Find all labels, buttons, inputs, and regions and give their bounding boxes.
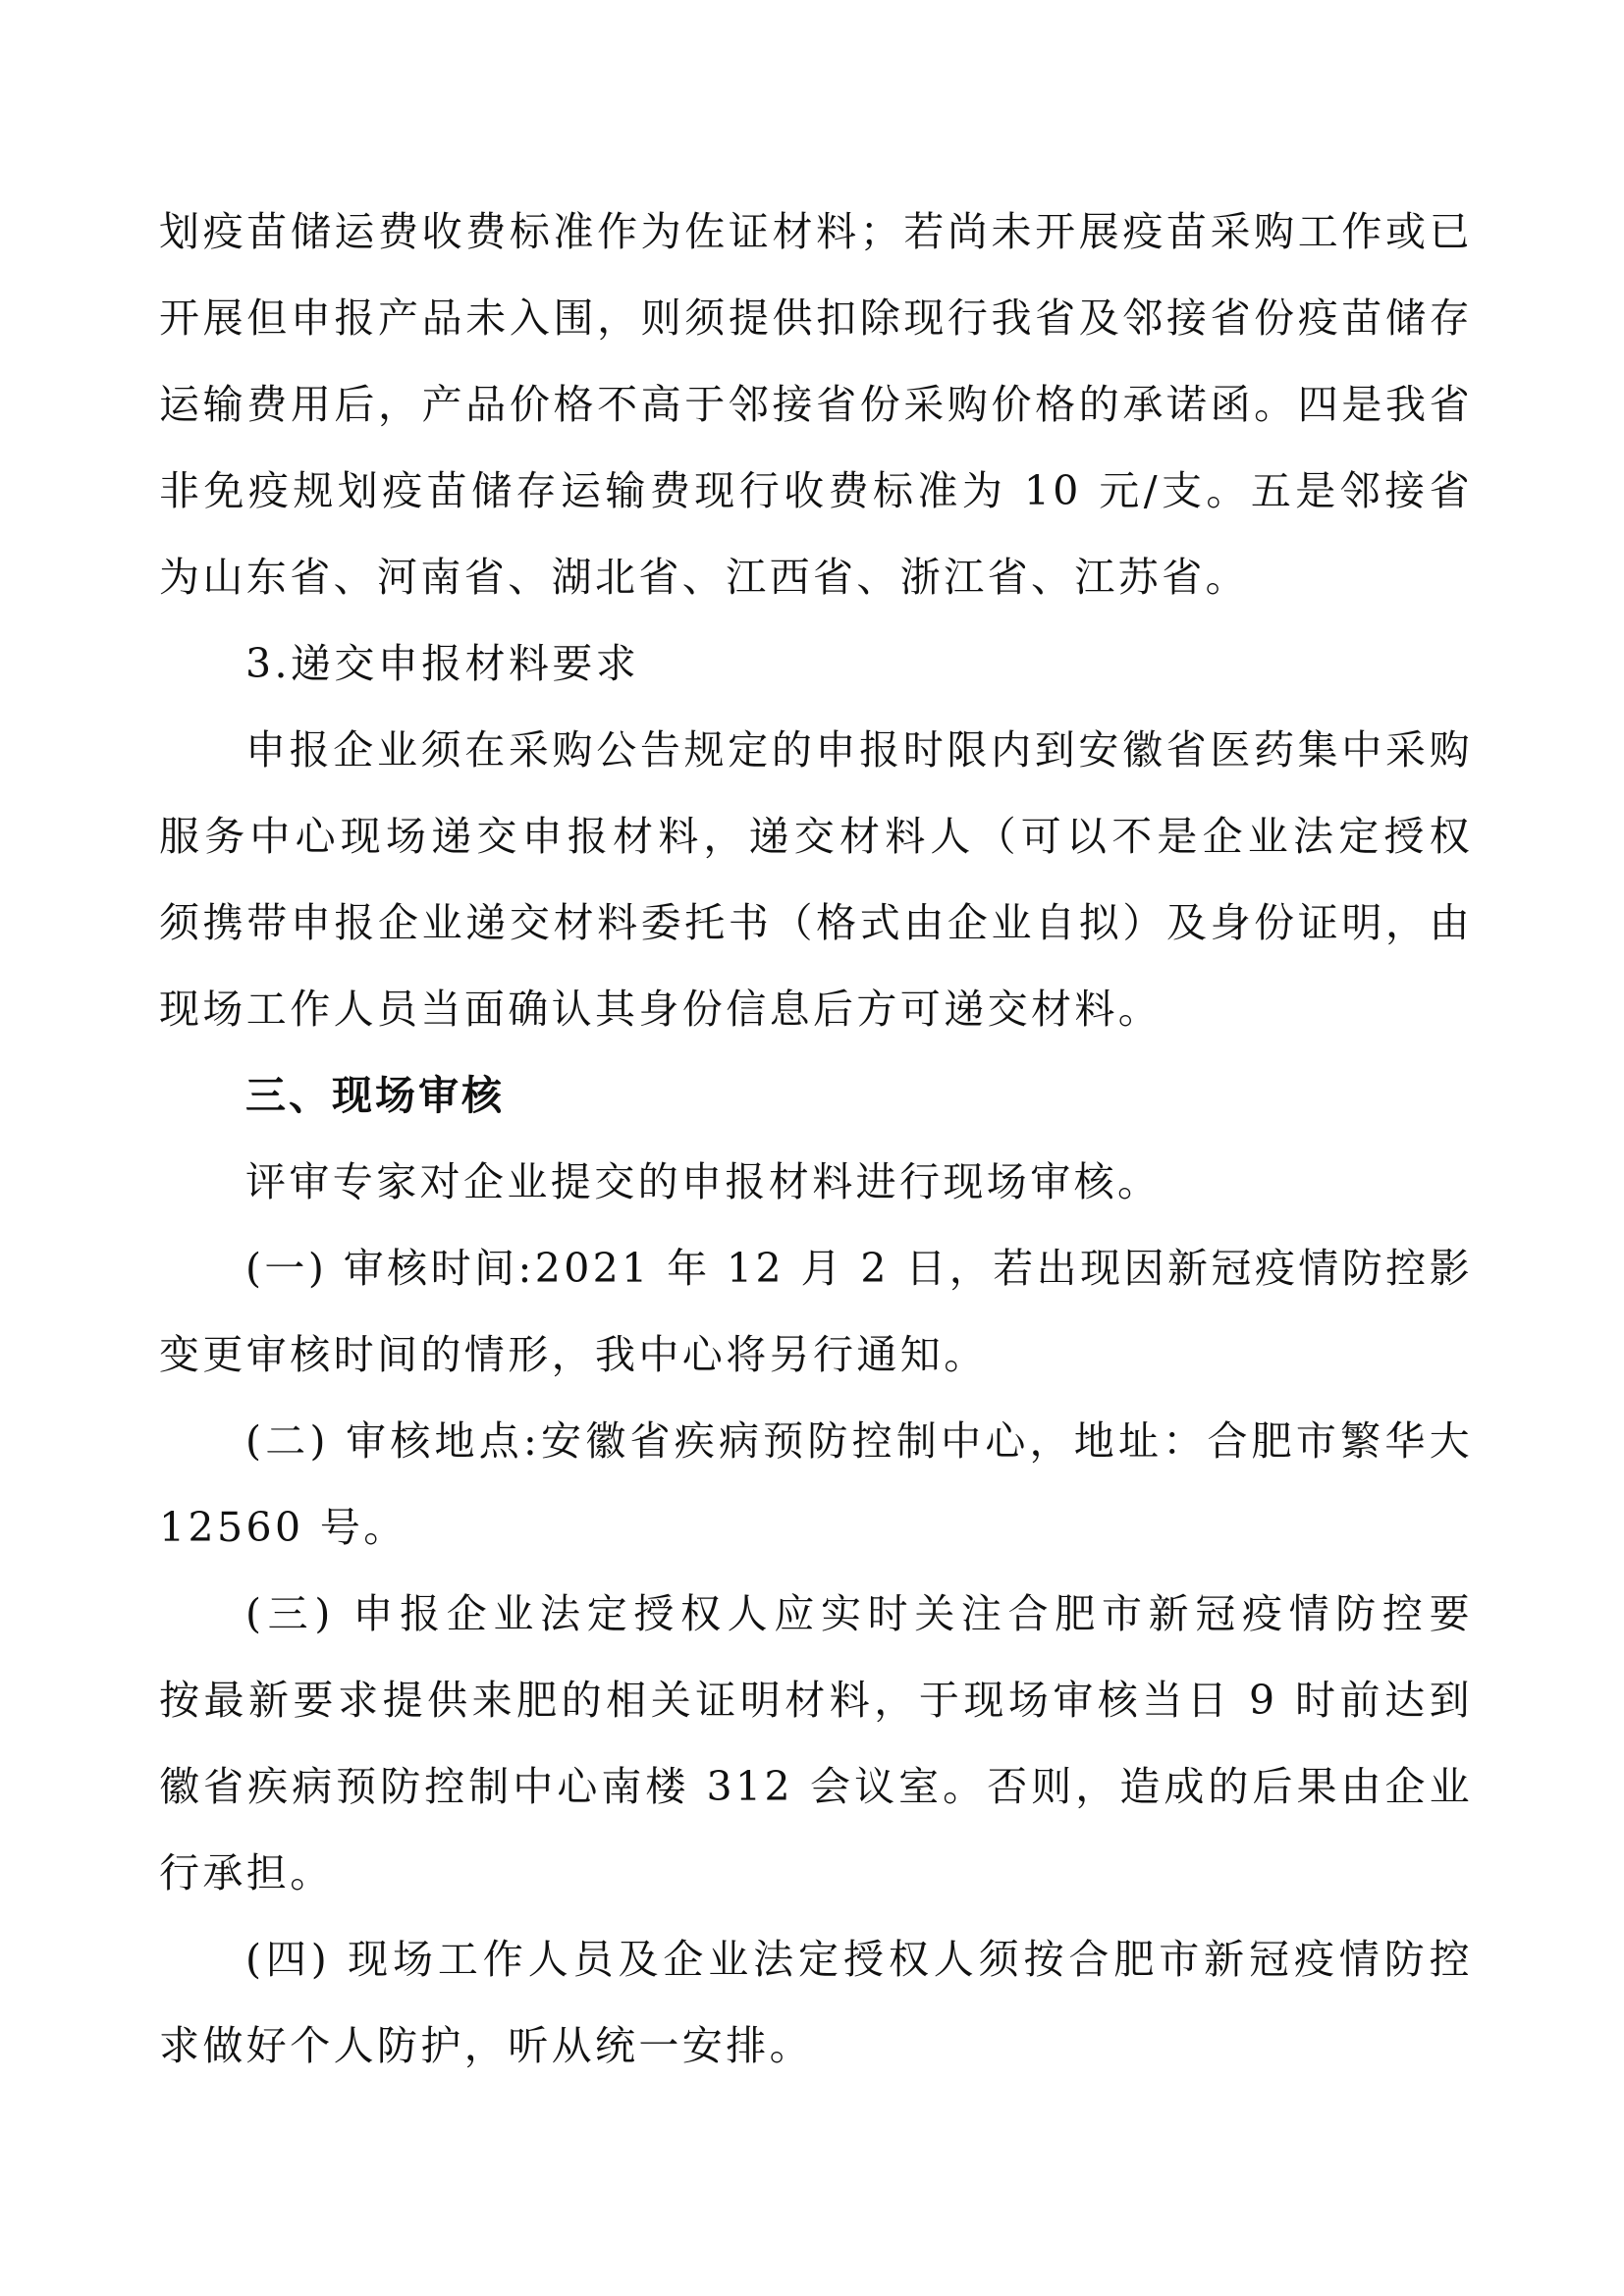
paragraph-line: 求做好个人防护，听从统一安排。	[159, 2022, 813, 2069]
paragraph-line: 须携带申报企业递交材料委托书（格式由企业自拟）及身份证明，由	[159, 899, 1473, 946]
section-subheading: 3.递交申报材料要求	[245, 640, 640, 687]
paragraph-line: 现场工作人员当面确认其身份信息后方可递交材料。	[159, 986, 1163, 1033]
paragraph-line: 12560 号。	[159, 1504, 407, 1551]
paragraph-line: 非免疫规划疫苗储存运输费现行收费标准为 10 元/支。五是邻接省	[159, 467, 1473, 514]
paragraph-line: 开展但申报产品未入围，则须提供扣除现行我省及邻接省份疫苗储存	[159, 294, 1473, 342]
paragraph-line: (一) 审核时间:2021 年 12 月 2 日，若出现因新冠疫情防控影	[245, 1245, 1473, 1292]
paragraph-line: 申报企业须在采购公告规定的申报时限内到安徽省医药集中采购	[245, 726, 1473, 774]
paragraph-line: 运输费用后，产品价格不高于邻接省份采购价格的承诺函。四是我省	[159, 381, 1473, 428]
document-body	[159, 188, 1473, 2089]
paragraph-line: 为山东省、河南省、湖北省、江西省、浙江省、江苏省。	[159, 554, 1249, 601]
paragraph-line: (三) 申报企业法定授权人应实时关注合肥市新冠疫情防控要	[245, 1590, 1473, 1637]
paragraph-line: 划疫苗储运费收费标准作为佐证材料；若尚未开展疫苗采购工作或已	[159, 208, 1473, 255]
paragraph-line: (四) 现场工作人员及企业法定授权人须按合肥市新冠疫情防控	[245, 1936, 1473, 1983]
paragraph-line: (二) 审核地点:安徽省疾病预防控制中心，地址：合肥市繁华大	[245, 1417, 1473, 1465]
paragraph-line: 评审专家对企业提交的申报材料进行现场审核。	[245, 1158, 1162, 1205]
paragraph-line: 按最新要求提供来肥的相关证明材料，于现场审核当日 9 时前达到	[159, 1677, 1473, 1724]
section-heading: 三、现场审核	[245, 1072, 505, 1119]
paragraph-line: 行承担。	[159, 1849, 334, 1896]
paragraph-line: 服务中心现场递交申报材料，递交材料人（可以不是企业法定授权	[159, 813, 1473, 860]
paragraph-line: 徽省疾病预防控制中心南楼 312 会议室。否则，造成的后果由企业	[159, 1763, 1473, 1810]
paragraph-line: 变更审核时间的情形，我中心将另行通知。	[159, 1331, 988, 1378]
